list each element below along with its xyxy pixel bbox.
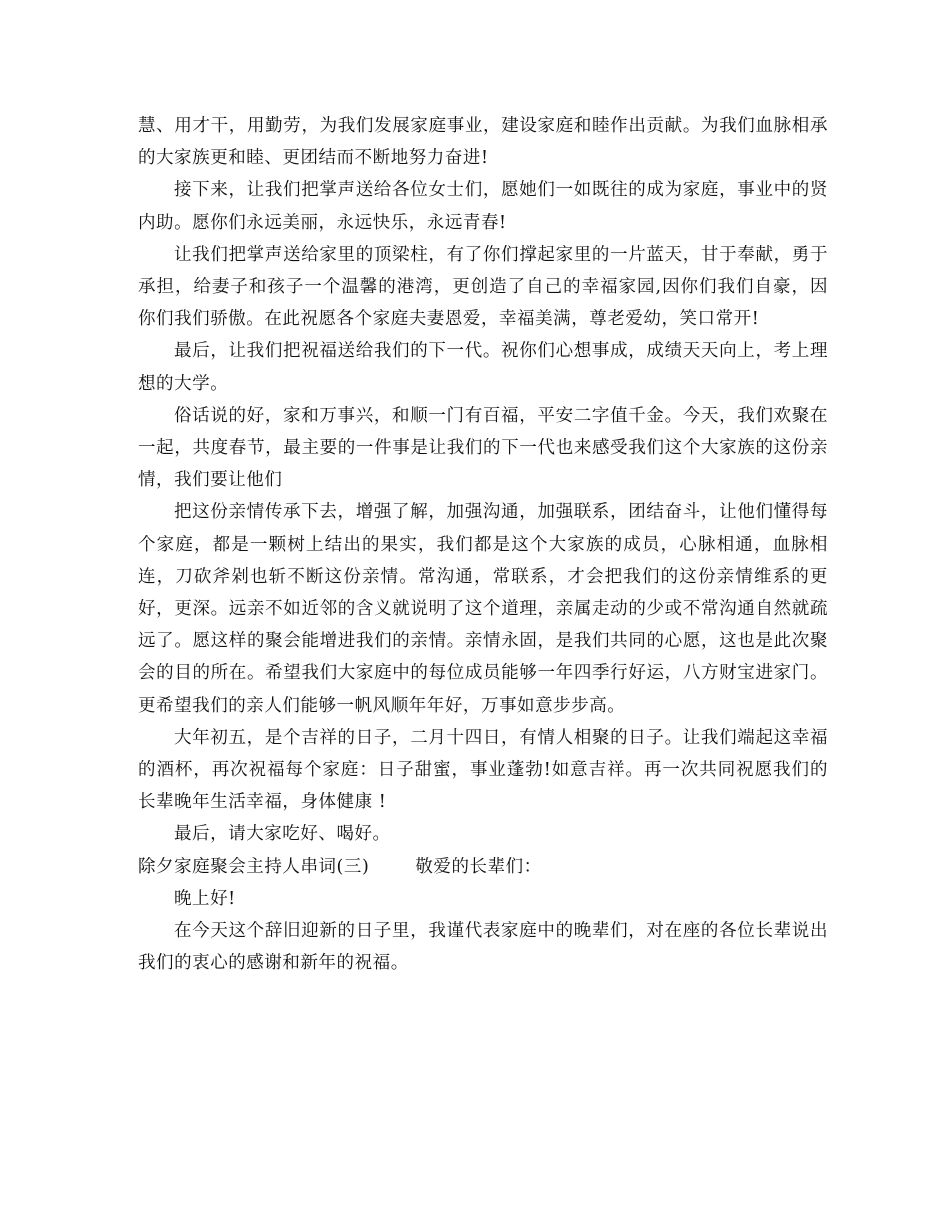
paragraph-4: 最后，让我们把祝福送给我们的下一代。祝你们心想事成，成绩天天向上，考上理想的大学。 xyxy=(138,341,828,394)
section-title: 除夕家庭聚会主持人串词(三) xyxy=(138,856,370,877)
paragraph-2: 接下来，让我们把掌声送给各位女士们，愿她们一如既往的成为家庭，事业中的贤内助。愿你们永远美丽，永远快乐，永远青春! xyxy=(138,180,828,233)
paragraph-7: 大年初五，是个吉祥的日子，二月十四日，有情人相聚的日子。让我们端起这幸福的酒杯，再次祝福每个家庭：日子甜蜜，事业蓬勃!如意吉祥。再一次共同祝愿我们的长辈晚年生活幸福，身体健康 ! xyxy=(138,727,828,813)
paragraph-5: 俗话说的好，家和万事兴，和顺一门有百福，平安二字值千金。今天，我们欢聚在一起，共度春节，最主要的一件事是让我们的下一代也来感受我们这个大家族的这份亲情，我们要让他们 xyxy=(138,405,828,491)
paragraph-1: 慧、用才干，用勤劳，为我们发展家庭事业，建设家庭和睦作出贡献。为我们血脉相承的大家族更和睦、更团结而不断地努力奋进! xyxy=(138,116,828,169)
document-page xyxy=(138,110,828,979)
section-heading-line xyxy=(138,851,828,883)
salutation: 敬爱的长辈们： xyxy=(415,856,542,877)
paragraph-8: 最后，请大家吃好、喝好。 xyxy=(174,824,391,845)
closing-paragraph: 在今天这个辞旧迎新的日子里，我谨代表家庭中的晚辈们，对在座的各位长辈说出我们的衷心的感谢和新年的祝福。 xyxy=(138,921,828,974)
paragraph-3: 让我们把掌声送给家里的顶梁柱，有了你们撑起家里的一片蓝天，甘于奉献，勇于承担，给妻子和孩子一个温馨的港湾，更创造了自己的幸福家园,因你们我们自豪，因你们我们骄傲。在此祝愿各个家庭夫妻恩爱，幸福美满，尊老爱幼，笑口常开! xyxy=(138,244,828,330)
greeting: 晚上好! xyxy=(174,888,236,909)
paragraph-6: 把这份亲情传承下去，增强了解，加强沟通，加强联系，团结奋斗，让他们懂得每个家庭，都是一颗树上结出的果实，我们都是这个大家族的成员，心脉相通，血脉相连，刀砍斧剁也斩不断这份亲情。常沟通，常联系，才会把我们的这份亲情维系的更好，更深。远亲不如近邻的含义就说明了这个道理，亲属走动的少或不常沟通自然就疏远了。愿这样的聚会能增进我们的亲情。亲情永固，是我们共同的心愿，这也是此次聚会的目的所在。希望我们大家庭中的每位成员能够一年四季行好运，八方财宝进家门。更希望我们的亲人们能够一帆风顺年年好，万事如意步步高。 xyxy=(138,502,828,716)
